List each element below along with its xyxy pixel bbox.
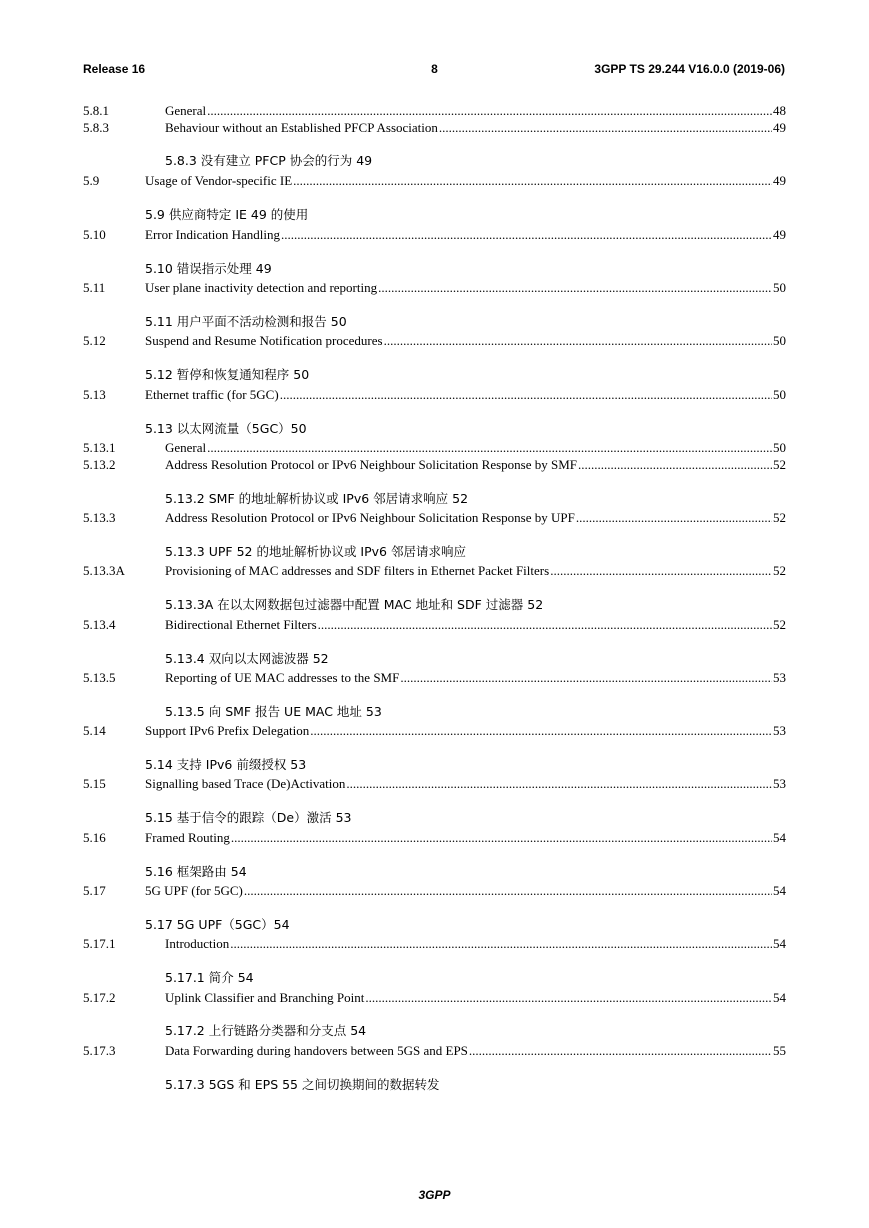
toc-leader-dots [346,776,772,792]
toc-translation: 5.13.4 双向以太网滤波器 52 [165,651,329,666]
toc-entry[interactable] [83,563,786,579]
toc-entry-number: 5.8.3 [83,120,109,135]
toc-entry-title: Address Resolution Protocol or IPv6 Neighbour Solicitation Response by UPF [165,510,575,525]
header-spec-id: 3GPP TS 29.244 V16.0.0 (2019-06) [594,62,785,76]
toc-entry-number: 5.13.1 [83,440,116,455]
toc-entry[interactable] [83,776,786,792]
toc-entry-page: 50 [773,387,786,402]
toc-entry-number: 5.17 [83,883,106,898]
toc-leader-dots [469,1043,772,1059]
toc-entry-number: 5.13.3 [83,510,116,525]
toc-entry-page: 50 [773,280,786,295]
toc-leader-dots [244,883,772,899]
toc-entry-page: 54 [773,883,786,898]
toc-entry-title: Behaviour without an Established PFCP Association [165,120,438,135]
toc-entry-number: 5.14 [83,723,106,738]
toc-translation: 5.17.3 5GS 和 EPS 55 之间切换期间的数据转发 [165,1077,440,1092]
toc-entry-page: 53 [773,670,786,685]
toc-translation: 5.9 供应商特定 IE 49 的使用 [145,207,309,222]
toc-entry-title: Bidirectional Ethernet Filters [165,617,317,632]
toc-entry-page: 52 [773,617,786,632]
toc-entry-page: 53 [773,723,786,738]
header-release: Release 16 [83,62,146,76]
toc-leader-dots [231,830,772,846]
toc-entry-number: 5.16 [83,830,106,845]
toc-entry-number: 5.13.3A [83,563,125,578]
toc-entry[interactable] [83,227,786,243]
toc-translation: 5.17 5G UPF（5GC）54 [145,917,290,932]
toc-leader-dots [280,387,772,403]
toc-leader-dots [550,563,772,579]
toc-entry-number: 5.13.2 [83,457,116,472]
toc-entry-title: User plane inactivity detection and reporting [145,280,378,295]
toc-entry[interactable] [83,440,786,456]
toc-entry-page: 49 [773,120,786,135]
toc-entry-page: 52 [773,510,786,525]
toc-entry-title: Ethernet traffic (for 5GC) [145,387,279,402]
toc-entry-title: Framed Routing [145,830,230,845]
toc-leader-dots [578,457,772,473]
toc-leader-dots [576,510,772,526]
toc-entry[interactable] [83,1043,786,1059]
toc-entry-page: 52 [773,563,786,578]
toc-entry[interactable] [83,510,786,526]
toc-entry[interactable] [83,723,786,739]
toc-leader-dots [207,103,772,119]
toc-entry-number: 5.13.5 [83,670,116,685]
toc-entry[interactable] [83,883,786,899]
toc-entry-title: Support IPv6 Prefix Delegation [145,723,310,738]
toc-leader-dots [281,227,772,243]
toc-entry-title: Reporting of UE MAC addresses to the SMF [165,670,400,685]
toc-entry[interactable] [83,173,786,189]
toc-entry-number: 5.17.3 [83,1043,116,1058]
toc-translation: 5.16 框架路由 54 [145,864,247,879]
toc-entry[interactable] [83,830,786,846]
toc-entry-number: 5.11 [83,280,106,295]
toc-entry[interactable] [83,617,786,633]
toc-leader-dots [293,173,772,189]
toc-entry-title: Data Forwarding during handovers between 5GS and EPS [165,1043,468,1058]
toc-entry-number: 5.9 [83,173,100,188]
toc-translation: 5.13.3 UPF 52 的地址解析协议或 IPv6 邻居请求响应 [165,544,466,559]
toc-entry-title: Signalling based Trace (De)Activation [145,776,346,791]
toc-translation: 5.14 支持 IPv6 前缀授权 53 [145,757,307,772]
toc-entry-title: Address Resolution Protocol or IPv6 Neighbour Solicitation Response by SMF [165,457,578,472]
toc-translation: 5.13.3A 在以太网数据包过滤器中配置 MAC 地址和 SDF 过滤器 52 [165,597,544,612]
toc-translation: 5.13.2 SMF 的地址解析协议或 IPv6 邻居请求响应 52 [165,491,469,506]
toc-entry[interactable] [83,990,786,1006]
toc-entry[interactable] [83,333,786,349]
toc-entry-page: 54 [773,990,786,1005]
toc-entry-number: 5.13.4 [83,617,116,632]
footer-label: 3GPP [418,1188,451,1202]
toc-entry[interactable] [83,457,786,473]
toc-translation: 5.10 错误指示处理 49 [145,261,272,276]
toc-leader-dots [365,990,772,1006]
toc-entry-page: 50 [773,333,786,348]
toc-entry-title: Usage of Vendor-specific IE [145,173,293,188]
toc-entry-number: 5.8.1 [83,103,109,118]
toc-entry-page: 49 [773,173,786,188]
toc-translation: 5.12 暂停和恢复通知程序 50 [145,367,310,382]
toc-entry-page: 48 [773,103,786,118]
toc-translation: 5.13.5 向 SMF 报告 UE MAC 地址 53 [165,704,382,719]
toc-leader-dots [384,333,772,349]
toc-leader-dots [400,670,772,686]
toc-entry[interactable] [83,120,786,136]
toc-entry-page: 49 [773,227,786,242]
toc-leader-dots [207,440,772,456]
toc-entry-page: 54 [773,830,786,845]
toc-entry-page: 55 [773,1043,786,1058]
toc-entry-title: General [165,440,207,455]
toc-entry-number: 5.15 [83,776,106,791]
toc-translation: 5.15 基于信令的跟踪（De）激活 53 [145,810,352,825]
toc-entry-page: 54 [773,936,786,951]
toc-entry-number: 5.17.1 [83,936,116,951]
toc-entry-page: 53 [773,776,786,791]
toc-entry-title: Suspend and Resume Notification procedures [145,333,383,348]
toc-entry-title: Introduction [165,936,230,951]
toc-translation: 5.17.2 上行链路分类器和分支点 54 [165,1023,367,1038]
toc-leader-dots [318,617,772,633]
toc-entry-title: Error Indication Handling [145,227,281,242]
toc-entry-number: 5.17.2 [83,990,116,1005]
toc-entry-title: General [165,103,207,118]
header-page-number: 8 [431,62,438,76]
toc-entry[interactable] [83,936,786,952]
toc-translation: 5.17.1 简介 54 [165,970,254,985]
toc-entry-title: Provisioning of MAC addresses and SDF filters in Ethernet Packet Filters [165,563,550,578]
toc-entry-number: 5.13 [83,387,106,402]
toc-translation: 5.11 用户平面不活动检测和报告 50 [145,314,347,329]
toc-entry[interactable] [83,670,786,686]
toc-entry[interactable] [83,103,786,119]
toc-translation: 5.13 以太网流量（5GC）50 [145,421,307,436]
toc-entry-number: 5.10 [83,227,106,242]
toc-leader-dots [230,936,772,952]
toc-entry-page: 50 [773,440,786,455]
toc-entry[interactable] [83,280,786,296]
toc-entry[interactable] [83,387,786,403]
toc-entry-number: 5.12 [83,333,106,348]
toc-leader-dots [310,723,772,739]
toc-leader-dots [439,120,772,136]
toc-entry-title: Uplink Classifier and Branching Point [165,990,365,1005]
toc-leader-dots [378,280,772,296]
toc-entry-title: 5G UPF (for 5GC) [145,883,243,898]
toc-entry-page: 52 [773,457,786,472]
toc-translation: 5.8.3 没有建立 PFCP 协会的行为 49 [165,153,373,168]
